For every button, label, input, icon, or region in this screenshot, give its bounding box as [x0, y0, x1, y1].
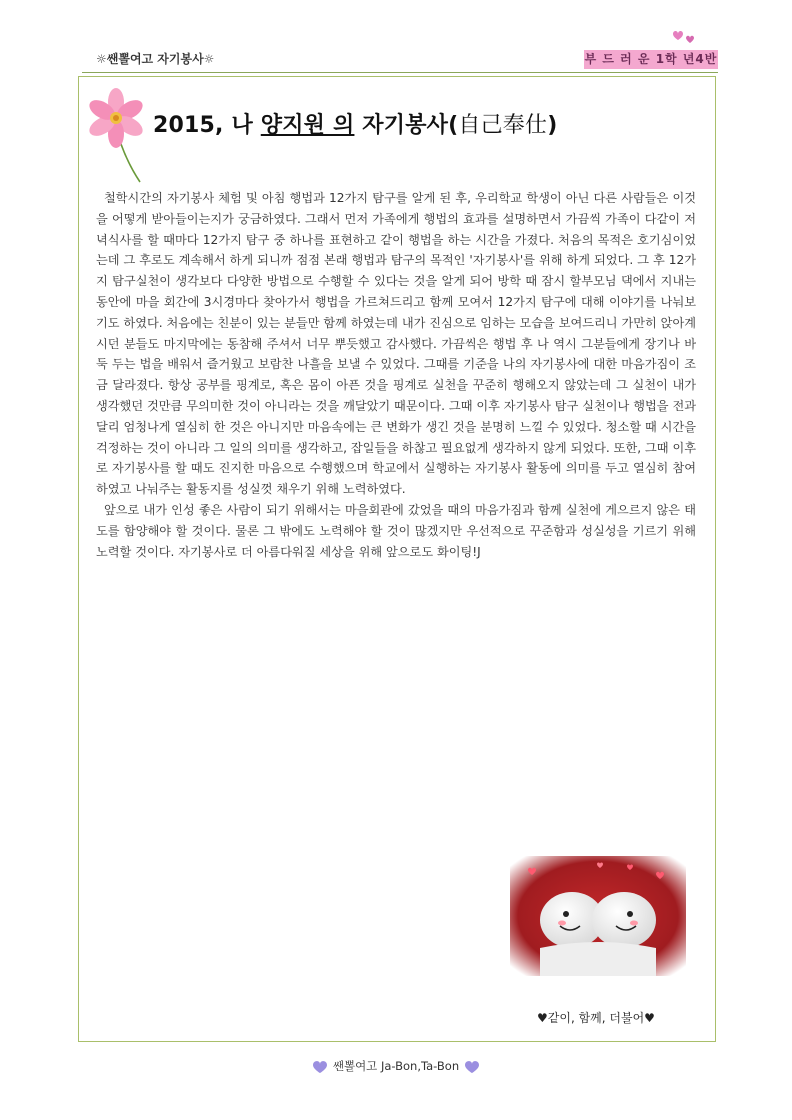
essay-paragraph: 철학시간의 자기봉사 체험 및 아침 행법과 12가지 탐구를 알게 된 후, 우리학교 학생이 아닌 다른 사람들은 이것을 어떻게 받아들이는지가 궁금하였다. 그래서 먼저 가족에게 행법의 효과를 설명하면서 가끔씩 가족이 다같이 저녁식사를 할 때마다 12가지 탐구 중 하나를 표현하고 같이 행법을 하는 시간을 가졌다. 처음의 목적은 호기심이었는데 그 후로도 계속해서 하게 되니까 점점 본래 행법과 탐구의 목적인 '자기봉사'를 위해 하게 되었다. 그 후 12가지 탐구실천이 생각보다 다양한 방법으로 수행할 수 있다는 것을 알게 되어 방학 때 잠시 할부모님 댁에서 지내는 동안에 마을 회간에 3시경마다 찾아가서 행법을 가르쳐드리고 함께 모여서 12가지 탐구에 대해 이야기를 나눠보기도 하였다. 처음에는 친분이 있는 분들만 함께 하였는데 내가 진심으로 임하는 모습을 보여드리니 가만히 앉아계시던 분들도 마지막에는 동참해 주셔서 너무 뿌듯했고 감사했다. 가끔씩은 행법 후 나 역시 그분들에게 장기나 바둑 두는 법을 배워서 즐거웠고 보람찬 나흘을 보낼 수 있었다. 그때를 기준을 나의 자기봉사에 대한 마음가짐이 조금 달라졌다. 항상 공부를 핑계로, 혹은 몸이 아픈 것을 핑계로 실천을 꾸준히 행해오지 않았는데 그 실천이 내가 생각했던 것만큼 무의미한 것이 아니라는 것을 깨달았기 때문이다. 그때 이후 자기봉사 탐구 실천이나 행법을 전과 달리 엄청나게 열심히 한 것은 아니지만 마음속에는 큰 변화가 생긴 것을 분명히 느낄 수 있었다. 청소할 때 시간을 걱정하는 것이 아니라 그 일의 의미를 생각하고, 잡일들을 하찮고 필요없게 생각하지 않게 되었다. 또한, 그때 이후로 자기봉사를 할 때도 진지한 마음으로 수행했으며 학교에서 실행하는 자기봉사 활동에 의미를 두고 열심히 참여하였고 나눠주는 활동지를 성실껏 채우기 위해 노력하였다. [96, 191, 696, 497]
heart-icon [311, 1059, 329, 1075]
header-divider [82, 72, 718, 73]
title-author-name: 양지원 의 [260, 113, 355, 138]
page-title [153, 108, 557, 139]
heart-icon [463, 1059, 481, 1075]
essay-body [96, 188, 696, 562]
essay-paragraph: 앞으로 내가 인성 좋은 사람이 되기 위해서는 마을회관에 갔었을 때의 마음가짐과 함께 실천에 게으르지 않은 태도를 함양해야 할 것이다. 물론 그 밖에도 노력해야 할 것이 많겠지만 우선적으로 꾸준함과 성실성을 기르기 위해 노력할 것이다. 자기봉사로 더 아름다워질 세상을 위해 앞으로도 화이팅!J [96, 502, 696, 559]
title-close: ) [547, 113, 558, 138]
title-topic: 자기봉사( [354, 113, 459, 138]
hugging-dolls-image [510, 856, 686, 976]
flower-icon [86, 88, 148, 184]
footer-text: 쌘뽈여고 Ja-Bon,Ta-Bon [332, 1059, 460, 1073]
header-school-label: ☼쌘뽈여고 자기봉사☼ [96, 52, 215, 66]
title-hanja: 自己奉仕 [458, 113, 548, 138]
page-footer [0, 1058, 792, 1075]
hearts-decoration-icon [670, 28, 700, 52]
closing-phrase: ♥같이, 함께, 더불어♥ [537, 1011, 655, 1025]
title-year: 2015, 나 [153, 113, 261, 138]
header-class-badge: 부 드 러 운 1학 년4반 [584, 50, 718, 69]
